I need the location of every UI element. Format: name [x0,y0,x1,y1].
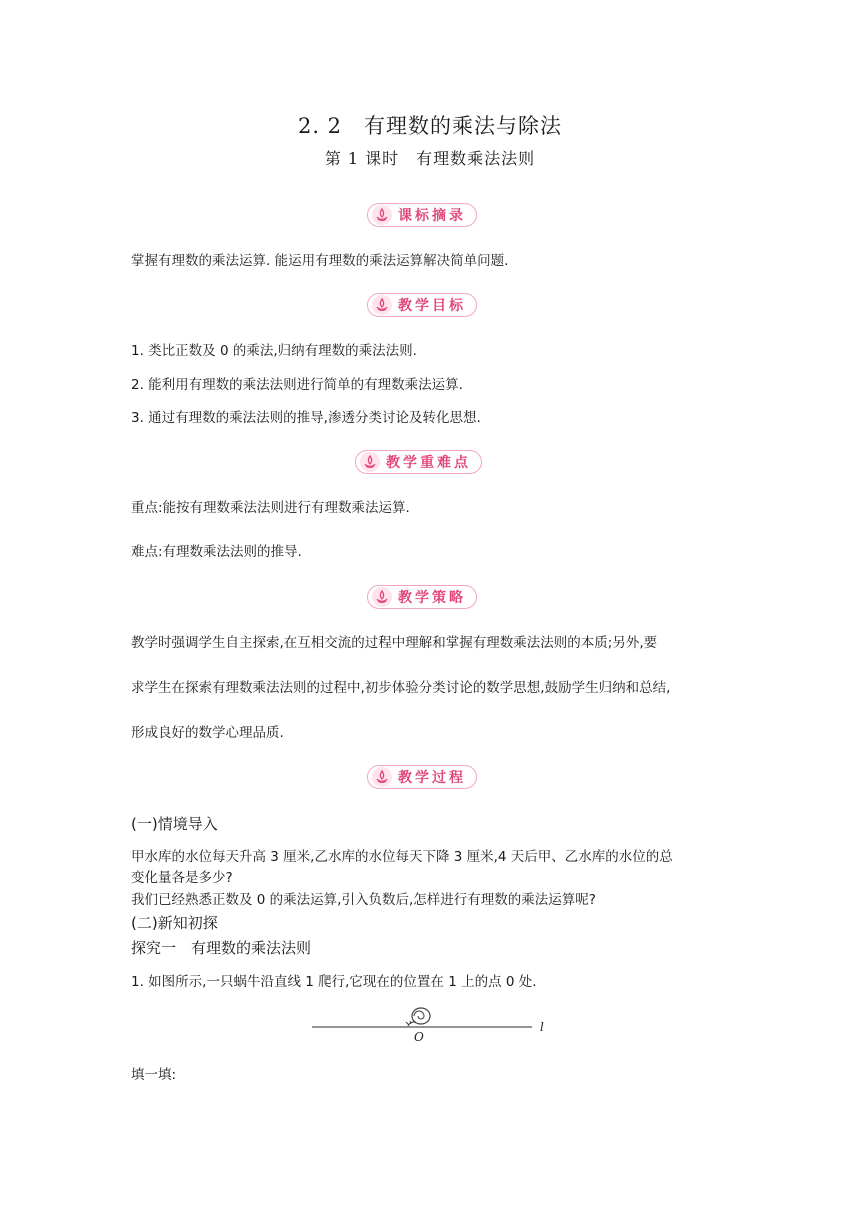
part1-line: 变化量各是多少? [131,870,233,886]
item-1-text: 1. 如图所示,一只蜗牛沿直线 1 爬行,它现在的位置在 1 上的点 0 处. [131,974,537,990]
snail-icon [406,1008,430,1026]
part2-heading: (二)新知初探 [131,914,218,932]
standards-badge-label: 课标摘录 [398,208,466,224]
lotus-icon [372,587,392,607]
lotus-icon [372,767,392,787]
lotus-icon [372,205,392,225]
process-badge-label: 教学过程 [398,770,466,786]
strategy-badge [367,585,477,609]
part1-line: 我们已经熟悉正数及 0 的乘法运算,引入负数后,怎样进行有理数的乘法运算呢? [131,892,596,908]
objectives-badge [367,293,477,317]
strategy-line: 求学生在探索有理数乘法法则的过程中,初步体验分类讨论的数学思想,鼓励学生归纳和总结, [131,680,671,696]
line-label: l [540,1020,544,1034]
key-points-badge-label: 教学重难点 [386,455,471,471]
standards-text: 掌握有理数的乘法运算. 能运用有理数的乘法运算解决简单问题. [131,253,509,269]
key-point-text: 重点:能按有理数乘法法则进行有理数乘法运算. [131,500,410,516]
part1-line: 甲水库的水位每天升高 3 厘米,乙水库的水位每天下降 3 厘米,4 天后甲、乙水库的水位的总 [131,849,673,865]
process-badge [367,765,477,789]
strategy-line: 形成良好的数学心理品质. [131,725,284,741]
objectives-badge-label: 教学目标 [398,298,466,314]
objective-item: 2. 能利用有理数的乘法法则进行简单的有理数乘法运算. [131,377,463,393]
snail-line-figure [310,1000,550,1046]
part1-heading: (一)情境导入 [131,815,218,833]
strategy-line: 教学时强调学生自主探索,在互相交流的过程中理解和掌握有理数乘法法则的本质;另外,要 [131,635,658,651]
objective-item: 3. 通过有理数的乘法法则的推导,渗透分类讨论及转化思想. [131,410,481,426]
standards-badge [367,203,477,227]
strategy-badge-label: 教学策略 [398,590,466,606]
difficult-point-text: 难点:有理数乘法法则的推导. [131,544,302,560]
lotus-icon [360,452,380,472]
key-points-badge [355,450,482,474]
objective-item: 1. 类比正数及 0 的乘法,归纳有理数的乘法法则. [131,343,417,359]
lotus-icon [372,295,392,315]
explore-heading: 探究一 有理数的乘法法则 [131,939,312,957]
origin-label: O [414,1030,424,1044]
fill-label: 填一填: [131,1067,177,1083]
section-title: 2. 2 有理数的乘法与除法 [297,114,563,138]
lesson-title: 第 1 课时 有理数乘法法则 [324,149,536,168]
